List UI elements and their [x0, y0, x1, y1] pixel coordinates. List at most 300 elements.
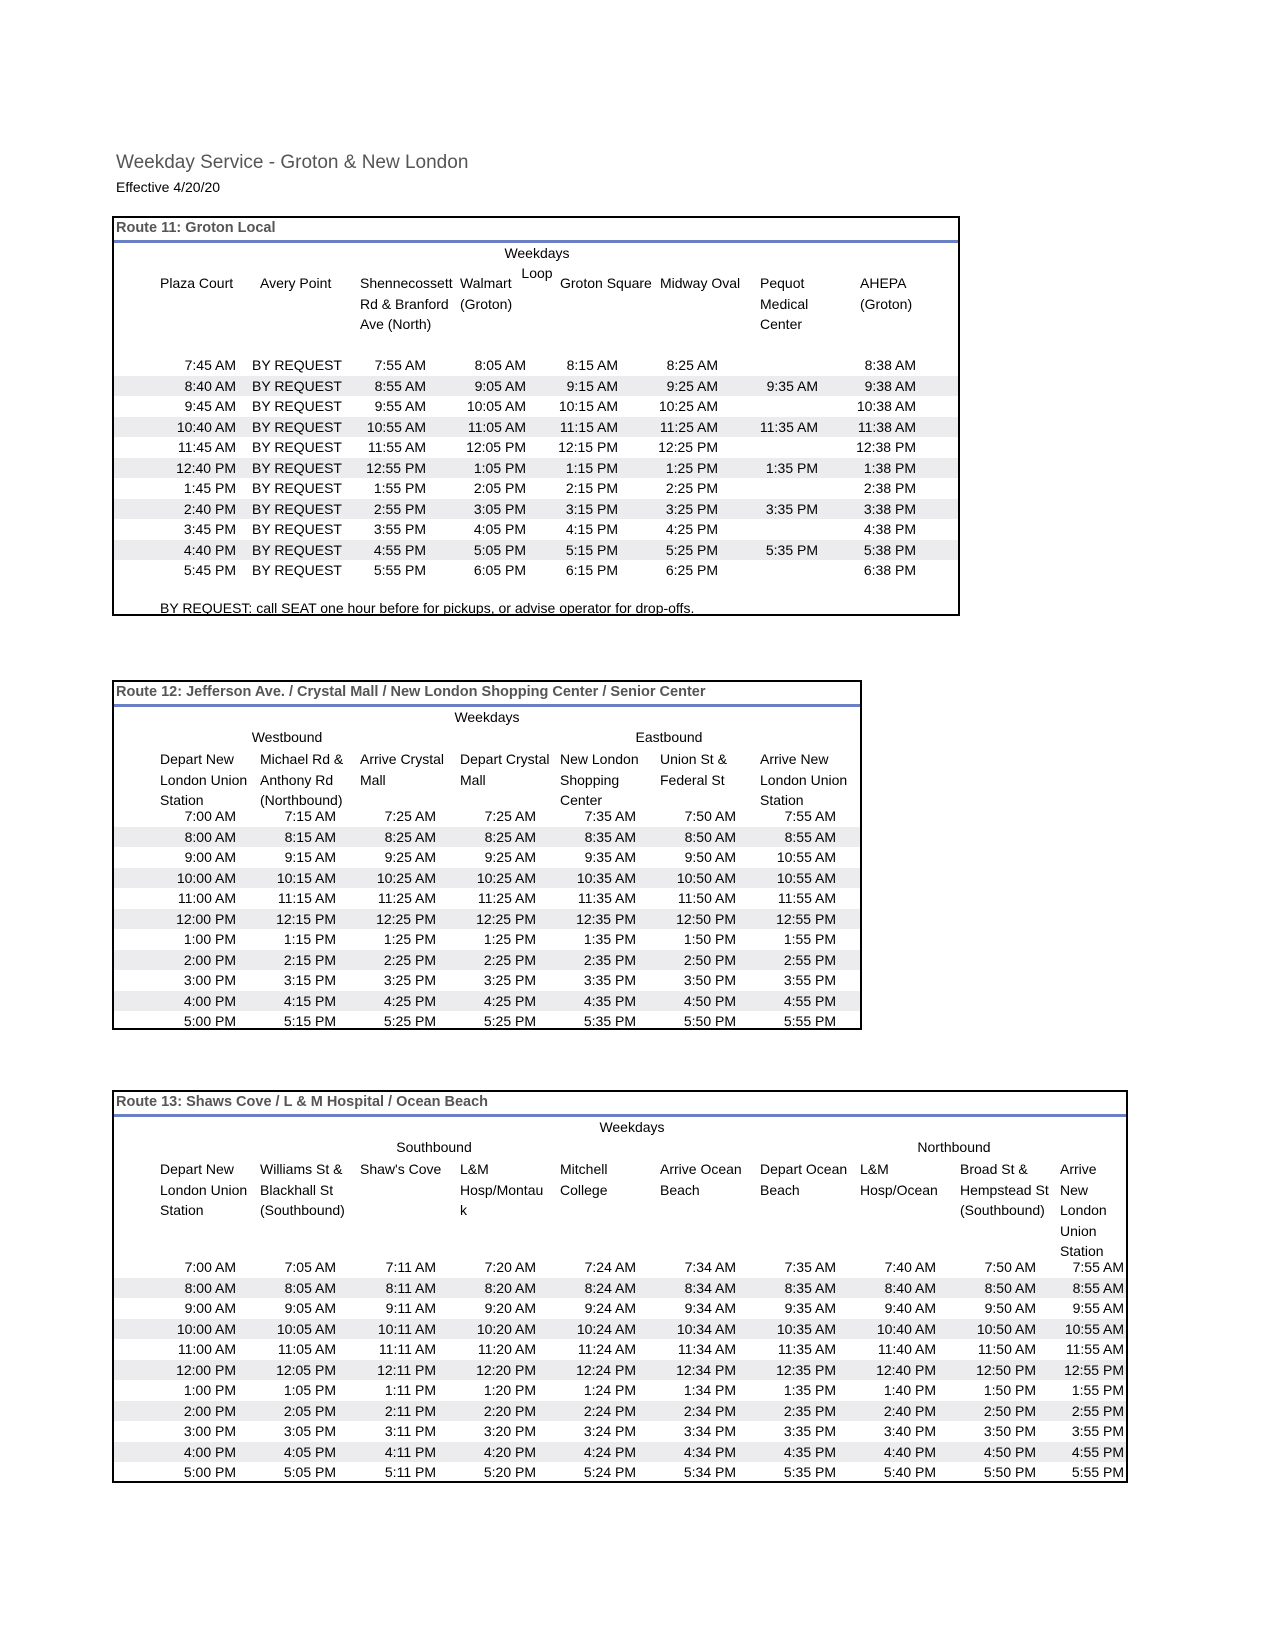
time-cell: 8:15 AM	[566, 357, 618, 373]
loop-label: Loop	[521, 265, 553, 281]
weekdays-label: Weekdays	[599, 1119, 665, 1135]
time-cell: 11:00 AM	[177, 1341, 236, 1357]
time-cell: 1:55 PM	[783, 931, 836, 947]
time-cell: 1:24 PM	[583, 1382, 636, 1398]
northbound-label: Northbound	[917, 1139, 991, 1155]
table-row	[114, 519, 958, 540]
table-row	[114, 868, 860, 889]
time-cell: 9:25 AM	[666, 377, 718, 394]
time-cell: 9:35 AM	[766, 377, 818, 394]
time-cell: 6:05 PM	[473, 562, 526, 578]
time-cell: 8:40 AM	[884, 1279, 936, 1296]
time-cell: 3:34 PM	[683, 1423, 736, 1439]
column-header: L&M Hosp/Ocean	[860, 1161, 938, 1198]
time-cell: 10:55 AM	[1064, 1320, 1124, 1337]
time-cell: 12:00 PM	[176, 1361, 236, 1378]
column-header: Depart New London Union Station	[160, 751, 248, 808]
time-cell: 2:40 PM	[883, 1402, 936, 1419]
time-cell: 3:00 PM	[183, 1423, 236, 1439]
time-cell: 3:35 PM	[765, 500, 818, 517]
time-cell: 12:11 PM	[377, 1361, 436, 1378]
time-cell: 9:20 AM	[484, 1300, 536, 1316]
column-header: Depart New London Union Station	[160, 1161, 248, 1218]
time-cell: 3:40 PM	[883, 1423, 936, 1439]
time-cell: 12:00 PM	[176, 910, 236, 927]
table-row	[114, 970, 860, 991]
time-cell: 10:25 AM	[476, 869, 536, 886]
time-cell: 5:15 PM	[283, 1013, 336, 1029]
time-cell: 12:50 PM	[976, 1361, 1036, 1378]
time-cell: 4:15 PM	[283, 992, 336, 1009]
time-cell: 6:15 PM	[565, 562, 618, 578]
time-cell: BY REQUEST	[252, 418, 342, 435]
table-row	[114, 1462, 1126, 1483]
time-cell: 9:25 AM	[384, 849, 436, 865]
time-cell: 7:40 AM	[884, 1259, 936, 1275]
time-cell: 9:45 AM	[184, 398, 236, 414]
table-row	[114, 1319, 1126, 1340]
time-cell: 5:00 PM	[183, 1013, 236, 1029]
time-cell: 1:40 PM	[883, 1382, 936, 1398]
time-cell: 3:25 PM	[665, 500, 718, 517]
time-cell: 4:00 PM	[183, 1443, 236, 1460]
time-cell: 5:11 PM	[384, 1464, 436, 1480]
time-cell: 3:05 PM	[283, 1423, 336, 1439]
time-cell: 4:00 PM	[183, 992, 236, 1009]
column-header: Michael Rd & Anthony Rd (Northbound)	[260, 751, 344, 808]
time-cell: 11:00 AM	[177, 890, 236, 906]
time-cell: 4:55 PM	[783, 992, 836, 1009]
time-cell: 6:38 PM	[863, 562, 916, 578]
time-cell: 9:40 AM	[884, 1300, 936, 1316]
time-cell: 1:38 PM	[863, 459, 916, 476]
time-cell: 1:25 PM	[383, 931, 436, 947]
time-cell: 7:15 AM	[284, 808, 336, 824]
time-cell: 7:24 AM	[584, 1259, 636, 1275]
time-cell: 2:34 PM	[683, 1402, 736, 1419]
route-12-table	[112, 680, 862, 1030]
time-cell: 2:50 PM	[683, 951, 736, 968]
time-cell: 10:35 AM	[776, 1320, 836, 1337]
time-cell: 9:00 AM	[184, 1300, 236, 1316]
time-cell: 2:05 PM	[473, 480, 526, 496]
time-cell: 9:15 AM	[566, 377, 618, 394]
time-cell: 11:20 AM	[477, 1341, 536, 1357]
time-cell: 11:35 AM	[577, 890, 636, 906]
time-cell: 3:25 PM	[483, 972, 536, 988]
time-cell: 11:45 AM	[177, 439, 236, 455]
time-cell: 10:05 AM	[276, 1320, 336, 1337]
time-cell: 11:38 AM	[857, 418, 916, 435]
time-cell: 8:24 AM	[584, 1279, 636, 1296]
time-cell: BY REQUEST	[252, 562, 342, 578]
time-cell: 2:11 PM	[384, 1402, 436, 1419]
time-cell: 8:05 AM	[474, 357, 526, 373]
time-cell: 11:11 AM	[378, 1341, 436, 1357]
time-cell: 11:50 AM	[677, 890, 736, 906]
table-row	[114, 355, 958, 376]
time-cell: 8:50 AM	[984, 1279, 1036, 1296]
time-cell: 1:34 PM	[683, 1382, 736, 1398]
time-cell: 12:40 PM	[176, 459, 236, 476]
time-cell: 7:35 AM	[784, 1259, 836, 1275]
column-header: Arrive Crystal Mall	[360, 751, 445, 788]
time-cell: 9:05 AM	[284, 1300, 336, 1316]
weekdays-label: Weekdays	[504, 245, 570, 261]
time-cell: 2:00 PM	[183, 1402, 236, 1419]
time-cell: 12:35 PM	[576, 910, 636, 927]
time-cell: 3:38 PM	[863, 500, 916, 517]
time-cell: 8:20 AM	[484, 1279, 536, 1296]
time-cell: 9:38 AM	[864, 377, 916, 394]
schedule-rows	[114, 806, 860, 1032]
time-cell: BY REQUEST	[252, 357, 342, 373]
time-cell: 8:55 AM	[374, 377, 426, 394]
time-cell: 3:24 PM	[583, 1423, 636, 1439]
time-cell: BY REQUEST	[252, 439, 342, 455]
time-cell: 7:05 AM	[284, 1259, 336, 1275]
table-row	[114, 1360, 1126, 1381]
time-cell: 3:50 PM	[683, 972, 736, 988]
time-cell: 10:50 AM	[976, 1320, 1036, 1337]
time-cell: BY REQUEST	[252, 541, 342, 558]
time-cell: 12:50 PM	[676, 910, 736, 927]
time-cell: 4:25 PM	[383, 992, 436, 1009]
time-cell: 1:55 PM	[1071, 1382, 1124, 1398]
time-cell: 11:24 AM	[577, 1341, 636, 1357]
time-cell: 2:50 PM	[983, 1402, 1036, 1419]
table-row	[114, 1298, 1126, 1319]
time-cell: 1:25 PM	[665, 459, 718, 476]
time-cell: 8:15 AM	[284, 828, 336, 845]
table-row	[114, 909, 860, 930]
time-cell: 1:35 PM	[583, 931, 636, 947]
time-cell: 2:15 PM	[565, 480, 618, 496]
column-header: Shennecossett Rd & Branford Ave (North)	[360, 275, 453, 332]
time-cell: 12:25 PM	[476, 910, 536, 927]
time-cell: 2:25 PM	[665, 480, 718, 496]
time-cell: 7:35 AM	[584, 808, 636, 824]
time-cell: 4:40 PM	[183, 541, 236, 558]
time-cell: 11:05 AM	[467, 418, 526, 435]
time-cell: 4:11 PM	[384, 1443, 436, 1460]
column-header: Plaza Court	[160, 275, 234, 291]
weekdays-label: Weekdays	[454, 709, 520, 725]
time-cell: 10:34 AM	[676, 1320, 736, 1337]
time-cell: 5:35 PM	[765, 541, 818, 558]
time-cell: 10:40 AM	[176, 418, 236, 435]
time-cell: 3:25 PM	[383, 972, 436, 988]
time-cell: 2:35 PM	[783, 1402, 836, 1419]
time-cell: 7:50 AM	[684, 808, 736, 824]
schedule-rows	[114, 1257, 1126, 1483]
time-cell: 1:00 PM	[183, 931, 236, 947]
time-cell: 3:15 PM	[283, 972, 336, 988]
time-cell: 4:25 PM	[483, 992, 536, 1009]
time-cell: 9:25 AM	[484, 849, 536, 865]
time-cell: 5:35 PM	[583, 1013, 636, 1029]
time-cell: 7:34 AM	[684, 1259, 736, 1275]
column-header: Shaw's Cove	[360, 1161, 442, 1177]
time-cell: 12:25 PM	[658, 439, 718, 455]
time-cell: 5:24 PM	[583, 1464, 636, 1480]
time-cell: 10:40 AM	[876, 1320, 936, 1337]
time-cell: 12:55 PM	[1064, 1361, 1124, 1378]
table-row	[114, 1011, 860, 1032]
time-cell: 8:00 AM	[184, 1279, 236, 1296]
time-cell: 3:35 PM	[783, 1423, 836, 1439]
time-cell: 9:24 AM	[584, 1300, 636, 1316]
time-cell: 9:55 AM	[1072, 1300, 1124, 1316]
schedule-rows	[114, 355, 958, 581]
time-cell: 2:40 PM	[183, 500, 236, 517]
time-cell: 11:40 AM	[877, 1341, 936, 1357]
table-row	[114, 806, 860, 827]
time-cell: 12:25 PM	[376, 910, 436, 927]
time-cell: 10:55 AM	[366, 418, 426, 435]
column-header: Arrive New London Union Station	[1060, 1161, 1107, 1259]
time-cell: 12:34 PM	[676, 1361, 736, 1378]
time-cell: 2:35 PM	[583, 951, 636, 968]
table-row	[114, 950, 860, 971]
time-cell: 2:38 PM	[863, 480, 916, 496]
time-cell: 11:25 AM	[477, 890, 536, 906]
table-row	[114, 1380, 1126, 1401]
time-cell: 4:50 PM	[683, 992, 736, 1009]
time-cell: 2:55 PM	[373, 500, 426, 517]
time-cell: 11:15 AM	[277, 890, 336, 906]
time-cell: 9:05 AM	[474, 377, 526, 394]
westbound-label: Westbound	[251, 729, 323, 745]
time-cell: 5:05 PM	[473, 541, 526, 558]
route-title: Route 12: Jefferson Ave. / Crystal Mall / New London Shopping Center / Senior Center	[114, 682, 860, 707]
time-cell: 3:20 PM	[483, 1423, 536, 1439]
time-cell: 9:50 AM	[684, 849, 736, 865]
time-cell: 5:35 PM	[783, 1464, 836, 1480]
time-cell: 11:35 AM	[759, 418, 818, 435]
time-cell: 11:35 AM	[777, 1341, 836, 1357]
table-row	[114, 1339, 1126, 1360]
time-cell: 5:50 PM	[983, 1464, 1036, 1480]
time-cell: 5:55 PM	[1071, 1464, 1124, 1480]
table-row	[114, 1442, 1126, 1463]
time-cell: 12:55 PM	[776, 910, 836, 927]
time-cell: 4:25 PM	[665, 521, 718, 537]
time-cell: 4:50 PM	[983, 1443, 1036, 1460]
table-row	[114, 1421, 1126, 1442]
time-cell: 4:05 PM	[283, 1443, 336, 1460]
time-cell: 11:34 AM	[677, 1341, 736, 1357]
time-cell: 10:35 AM	[576, 869, 636, 886]
time-cell: 9:15 AM	[284, 849, 336, 865]
time-cell: 9:34 AM	[684, 1300, 736, 1316]
time-cell: 2:24 PM	[583, 1402, 636, 1419]
table-row	[114, 827, 860, 848]
time-cell: 10:00 AM	[176, 869, 236, 886]
time-cell: 5:50 PM	[683, 1013, 736, 1029]
column-header: L&M Hosp/Montau k	[460, 1161, 544, 1218]
time-cell: 11:05 AM	[277, 1341, 336, 1357]
time-cell: 7:20 AM	[484, 1259, 536, 1275]
time-cell: 5:40 PM	[883, 1464, 936, 1480]
time-cell: 12:05 PM	[276, 1361, 336, 1378]
time-cell: 7:00 AM	[184, 1259, 236, 1275]
time-cell: 5:25 PM	[483, 1013, 536, 1029]
time-cell: 9:50 AM	[984, 1300, 1036, 1316]
time-cell: 1:15 PM	[283, 931, 336, 947]
table-row	[114, 458, 958, 479]
time-cell: 10:50 AM	[676, 869, 736, 886]
time-cell: 5:38 PM	[863, 541, 916, 558]
time-cell: 8:55 AM	[1072, 1279, 1124, 1296]
time-cell: 10:15 AM	[276, 869, 336, 886]
time-cell: 10:25 AM	[376, 869, 436, 886]
time-cell: 5:05 PM	[283, 1464, 336, 1480]
time-cell: 8:05 AM	[284, 1279, 336, 1296]
table-row	[114, 417, 958, 438]
time-cell: 10:25 AM	[658, 398, 718, 414]
table-row	[114, 437, 958, 458]
table-row	[114, 847, 860, 868]
column-header: Williams St & Blackhall St (Southbound)	[260, 1161, 345, 1218]
table-row	[114, 376, 958, 397]
table-row	[114, 991, 860, 1012]
table-row	[114, 540, 958, 561]
table-row	[114, 1278, 1126, 1299]
time-cell: 9:00 AM	[184, 849, 236, 865]
time-cell: 8:11 AM	[385, 1279, 436, 1296]
time-cell: 3:15 PM	[565, 500, 618, 517]
time-cell: BY REQUEST	[252, 500, 342, 517]
time-cell: 2:05 PM	[283, 1402, 336, 1419]
time-cell: 9:35 AM	[584, 849, 636, 865]
time-cell: BY REQUEST	[252, 480, 342, 496]
time-cell: 3:05 PM	[473, 500, 526, 517]
time-cell: 11:50 AM	[977, 1341, 1036, 1357]
time-cell: 3:50 PM	[983, 1423, 1036, 1439]
time-cell: 11:55 AM	[1065, 1341, 1124, 1357]
time-cell: 10:15 AM	[558, 398, 618, 414]
column-header: AHEPA (Groton)	[860, 275, 913, 312]
column-header: Walmart (Groton)	[460, 275, 513, 312]
time-cell: 1:15 PM	[565, 459, 618, 476]
time-cell: 1:45 PM	[183, 480, 236, 496]
time-cell: BY REQUEST	[252, 377, 342, 394]
time-cell: 4:05 PM	[473, 521, 526, 537]
route-11-table	[112, 216, 960, 616]
time-cell: 5:25 PM	[383, 1013, 436, 1029]
table-row	[114, 396, 958, 417]
time-cell: 5:45 PM	[183, 562, 236, 578]
time-cell: 11:55 AM	[777, 890, 836, 906]
time-cell: 10:24 AM	[576, 1320, 636, 1337]
time-cell: 2:55 PM	[783, 951, 836, 968]
time-cell: 8:35 AM	[784, 1279, 836, 1296]
time-cell: 1:05 PM	[473, 459, 526, 476]
time-cell: 4:34 PM	[683, 1443, 736, 1460]
time-cell: 8:25 AM	[384, 828, 436, 845]
column-header: New London Shopping Center	[560, 751, 639, 808]
column-header: Union St & Federal St	[660, 751, 727, 788]
time-cell: 8:34 AM	[684, 1279, 736, 1296]
time-cell: 10:05 AM	[466, 398, 526, 414]
time-cell: 2:00 PM	[183, 951, 236, 968]
time-cell: 8:25 AM	[666, 357, 718, 373]
time-cell: 12:55 PM	[366, 459, 426, 476]
time-cell: BY REQUEST	[252, 521, 342, 537]
time-cell: 10:55 AM	[776, 869, 836, 886]
time-cell: 3:35 PM	[583, 972, 636, 988]
time-cell: 8:00 AM	[184, 828, 236, 845]
time-cell: 12:40 PM	[876, 1361, 936, 1378]
time-cell: 12:38 PM	[856, 439, 916, 455]
time-cell: 3:55 PM	[783, 972, 836, 988]
time-cell: 12:24 PM	[576, 1361, 636, 1378]
time-cell: 7:25 AM	[384, 808, 436, 824]
route-title: Route 11: Groton Local	[114, 218, 958, 243]
effective-date: Effective 4/20/20	[116, 179, 221, 195]
column-header: Avery Point	[260, 275, 332, 291]
time-cell: BY REQUEST	[252, 398, 342, 414]
time-cell: 8:25 AM	[484, 828, 536, 845]
time-cell: 7:55 AM	[784, 808, 836, 824]
time-cell: 7:11 AM	[385, 1259, 436, 1275]
time-cell: 9:35 AM	[784, 1300, 836, 1316]
column-header: Arrive New London Union Station	[760, 751, 848, 808]
column-header: Midway Oval	[660, 275, 741, 291]
time-cell: 4:35 PM	[583, 992, 636, 1009]
time-cell: 11:25 AM	[659, 418, 718, 435]
time-cell: 5:00 PM	[183, 1464, 236, 1480]
time-cell: 6:25 PM	[665, 562, 718, 578]
time-cell: 1:11 PM	[384, 1382, 436, 1398]
time-cell: 7:50 AM	[984, 1259, 1036, 1275]
table-row	[114, 929, 860, 950]
time-cell: 4:55 PM	[1071, 1443, 1124, 1460]
time-cell: 5:34 PM	[683, 1464, 736, 1480]
table-row	[114, 560, 958, 581]
time-cell: 12:05 PM	[466, 439, 526, 455]
time-cell: 3:00 PM	[183, 972, 236, 988]
time-cell: 8:50 AM	[684, 828, 736, 845]
column-header: Groton Square	[560, 275, 652, 291]
time-cell: 11:25 AM	[377, 890, 436, 906]
time-cell: 7:00 AM	[184, 808, 236, 824]
column-header: Mitchell College	[560, 1161, 608, 1198]
time-cell: 4:35 PM	[783, 1443, 836, 1460]
time-cell: 5:55 PM	[373, 562, 426, 578]
time-cell: 5:55 PM	[783, 1013, 836, 1029]
page-title: Weekday Service - Groton & New London	[116, 152, 469, 173]
time-cell: 2:55 PM	[1071, 1402, 1124, 1419]
time-cell: 9:55 AM	[374, 398, 426, 414]
time-cell: 10:00 AM	[176, 1320, 236, 1337]
time-cell: 7:25 AM	[484, 808, 536, 824]
time-cell: 8:38 AM	[864, 357, 916, 373]
time-cell: 7:55 AM	[1072, 1259, 1124, 1275]
southbound-label: Southbound	[396, 1139, 472, 1155]
time-cell: 1:25 PM	[483, 931, 536, 947]
time-cell: 4:15 PM	[565, 521, 618, 537]
time-cell: BY REQUEST	[252, 459, 342, 476]
time-cell: 8:55 AM	[784, 828, 836, 845]
time-cell: 3:11 PM	[384, 1423, 436, 1439]
time-cell: 1:55 PM	[373, 480, 426, 496]
time-cell: 1:50 PM	[983, 1382, 1036, 1398]
time-cell: 3:55 PM	[1071, 1423, 1124, 1439]
route-13-table	[112, 1090, 1128, 1483]
time-cell: 2:25 PM	[483, 951, 536, 968]
